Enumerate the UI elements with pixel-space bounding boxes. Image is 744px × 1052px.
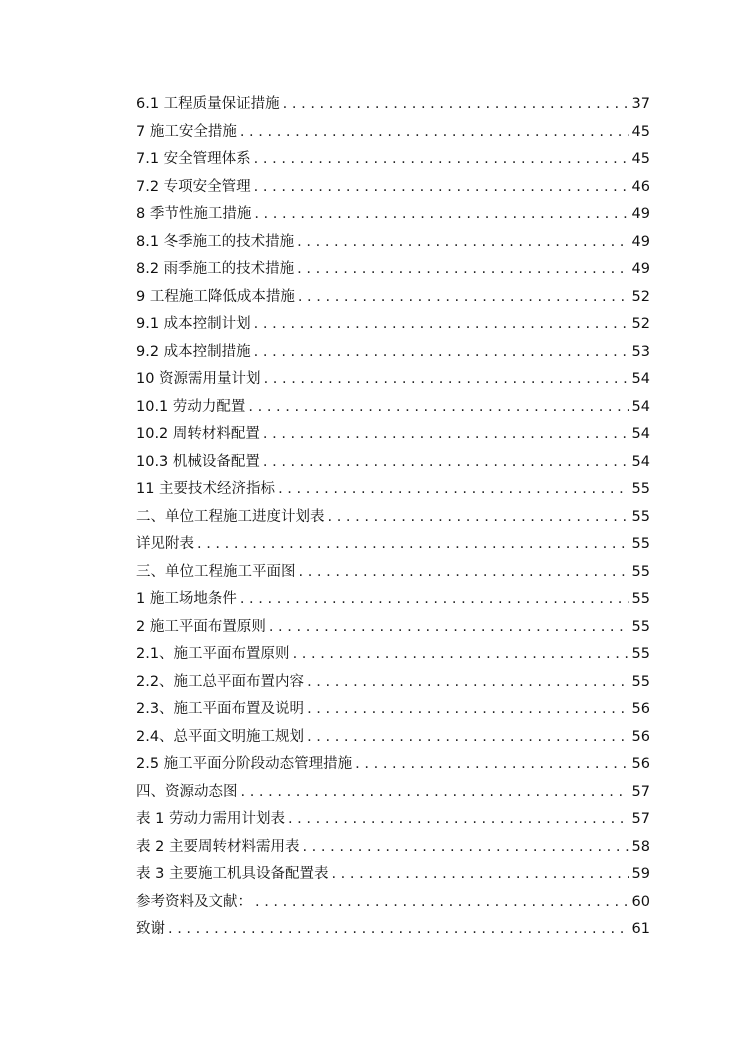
toc-entry-title: 表 3 主要施工机具设备配置表 — [136, 866, 329, 882]
toc-entry[interactable] — [136, 806, 650, 834]
toc-leader-dots — [263, 449, 629, 477]
toc-entry-title: 10.1 劳动力配置 — [136, 398, 246, 415]
toc-entry-page: 52 — [631, 316, 650, 332]
toc-entry-title: 2 施工平面布置原则 — [136, 618, 266, 635]
toc-entry[interactable] — [136, 696, 650, 724]
toc-entry-title: 1 施工场地条件 — [136, 591, 237, 607]
toc-entry[interactable] — [136, 394, 650, 422]
toc-entry-page: 37 — [631, 96, 650, 112]
toc-entry[interactable] — [136, 614, 650, 642]
toc-entry-title: 7.2 专项安全管理 — [136, 178, 251, 195]
toc-leader-dots — [264, 366, 629, 394]
toc-entry-page: 54 — [631, 371, 650, 387]
toc-entry[interactable] — [136, 669, 650, 697]
toc-entry-title: 参考资料及文献： — [136, 893, 252, 910]
toc-leader-dots — [278, 476, 628, 504]
toc-leader-dots — [298, 284, 629, 312]
toc-entry[interactable] — [136, 724, 650, 752]
toc-leader-dots — [307, 696, 628, 724]
toc-leader-dots — [307, 724, 628, 752]
toc-entry-title: 2.2、施工总平面布置内容 — [136, 673, 305, 690]
toc-entry[interactable] — [136, 119, 650, 147]
toc-leader-dots — [331, 861, 628, 889]
toc-entry-page: 55 — [631, 481, 650, 497]
toc-entry-title: 2.1、施工平面布置原则 — [136, 646, 290, 662]
toc-entry-title: 9 工程施工降低成本措施 — [136, 288, 295, 305]
toc-entry-page: 55 — [631, 591, 650, 607]
toc-entry[interactable] — [136, 559, 650, 587]
toc-entry-page: 55 — [631, 536, 650, 552]
toc-leader-dots — [288, 806, 629, 834]
toc-entry[interactable] — [136, 311, 650, 339]
toc-entry-page: 49 — [631, 261, 650, 277]
toc-entry[interactable] — [136, 339, 650, 367]
toc-entry-page: 49 — [631, 206, 650, 222]
toc-entry[interactable] — [136, 146, 650, 174]
toc-entry-page: 59 — [631, 866, 650, 882]
toc-entry-title: 7.1 安全管理体系 — [136, 151, 251, 167]
toc-entry[interactable] — [136, 421, 650, 449]
toc-entry-page: 58 — [631, 838, 650, 855]
toc-leader-dots — [240, 586, 629, 614]
toc-leader-dots — [269, 614, 629, 642]
toc-entry-title: 10.3 机械设备配置 — [136, 453, 260, 470]
toc-leader-dots — [297, 229, 628, 257]
toc-entry-title: 详见附表 — [136, 536, 194, 552]
toc-entry-page: 53 — [631, 343, 650, 360]
toc-entry-page: 57 — [631, 811, 650, 827]
toc-entry-title: 表 1 劳动力需用计划表 — [136, 811, 285, 827]
toc-leader-dots — [254, 339, 629, 367]
toc-leader-dots — [254, 146, 629, 174]
toc-entry[interactable] — [136, 229, 650, 257]
toc-entry[interactable] — [136, 449, 650, 477]
toc-entry[interactable] — [136, 366, 650, 394]
toc-leader-dots — [297, 256, 628, 284]
toc-entry[interactable] — [136, 256, 650, 284]
toc-entry-title: 8.1 冬季施工的技术措施 — [136, 233, 295, 250]
toc-entry-page: 57 — [631, 783, 650, 800]
toc-entry[interactable] — [136, 779, 650, 807]
toc-entry-title: 10.2 周转材料配置 — [136, 426, 260, 442]
toc-entry-title: 四、资源动态图 — [136, 783, 238, 800]
toc-leader-dots — [248, 394, 628, 422]
toc-leader-dots — [283, 91, 629, 119]
toc-entry[interactable] — [136, 916, 650, 944]
toc-entry-title: 2.5 施工平面分阶段动态管理措施 — [136, 756, 353, 772]
toc-entry-title: 8.2 雨季施工的技术措施 — [136, 261, 295, 277]
toc-leader-dots — [307, 669, 628, 697]
toc-entry-page: 55 — [631, 618, 650, 635]
table-of-contents — [136, 91, 650, 944]
toc-entry-page: 56 — [631, 728, 650, 745]
toc-entry[interactable] — [136, 284, 650, 312]
toc-entry-title: 9.1 成本控制计划 — [136, 316, 251, 332]
toc-entry-title: 表 2 主要周转材料需用表 — [136, 838, 300, 855]
toc-entry-title: 2.4、总平面文明施工规划 — [136, 728, 305, 745]
toc-leader-dots — [302, 834, 628, 862]
toc-entry[interactable] — [136, 861, 650, 889]
toc-entry-page: 49 — [631, 233, 650, 250]
toc-leader-dots — [299, 559, 629, 587]
toc-leader-dots — [241, 779, 629, 807]
toc-entry-page: 55 — [631, 646, 650, 662]
toc-entry-title: 二、单位工程施工进度计划表 — [136, 508, 325, 525]
toc-entry-page: 45 — [631, 123, 650, 140]
toc-entry-page: 56 — [631, 701, 650, 717]
toc-entry-page: 54 — [631, 453, 650, 470]
toc-entry-page: 52 — [631, 288, 650, 305]
toc-entry[interactable] — [136, 641, 650, 669]
toc-entry-page: 54 — [631, 398, 650, 415]
toc-entry-page: 55 — [631, 508, 650, 525]
toc-entry-title: 致谢 — [136, 921, 165, 937]
toc-leader-dots — [255, 889, 629, 917]
toc-entry[interactable] — [136, 504, 650, 532]
toc-leader-dots — [197, 531, 629, 559]
toc-entry-title: 7 施工安全措施 — [136, 123, 237, 140]
toc-leader-dots — [240, 119, 629, 147]
toc-leader-dots — [293, 641, 629, 669]
toc-entry-title: 6.1 工程质量保证措施 — [136, 96, 280, 112]
toc-leader-dots — [263, 421, 629, 449]
toc-entry-page: 54 — [631, 426, 650, 442]
toc-entry[interactable] — [136, 476, 650, 504]
toc-entry[interactable] — [136, 174, 650, 202]
toc-leader-dots — [254, 201, 628, 229]
toc-entry-title: 11 主要技术经济指标 — [136, 481, 276, 497]
toc-entry-title: 9.2 成本控制措施 — [136, 343, 251, 360]
toc-entry[interactable] — [136, 889, 650, 917]
toc-entry[interactable] — [136, 834, 650, 862]
toc-entry-title: 8 季节性施工措施 — [136, 206, 252, 222]
toc-entry-page: 55 — [631, 563, 650, 580]
toc-leader-dots — [254, 174, 629, 202]
toc-entry-page: 60 — [631, 893, 650, 910]
toc-entry-title: 2.3、施工平面布置及说明 — [136, 701, 305, 717]
toc-leader-dots — [355, 751, 628, 779]
toc-entry-title: 10 资源需用量计划 — [136, 371, 261, 387]
toc-entry[interactable] — [136, 201, 650, 229]
toc-leader-dots — [168, 916, 629, 944]
toc-entry[interactable] — [136, 531, 650, 559]
toc-entry[interactable] — [136, 91, 650, 119]
toc-entry-page: 46 — [631, 178, 650, 195]
toc-entry-page: 55 — [631, 673, 650, 690]
toc-entry[interactable] — [136, 586, 650, 614]
toc-leader-dots — [254, 311, 629, 339]
toc-entry-page: 56 — [631, 756, 650, 772]
toc-entry[interactable] — [136, 751, 650, 779]
toc-entry-title: 三、单位工程施工平面图 — [136, 563, 296, 580]
toc-entry-page: 45 — [631, 151, 650, 167]
toc-entry-page: 61 — [631, 921, 650, 937]
toc-leader-dots — [328, 504, 629, 532]
